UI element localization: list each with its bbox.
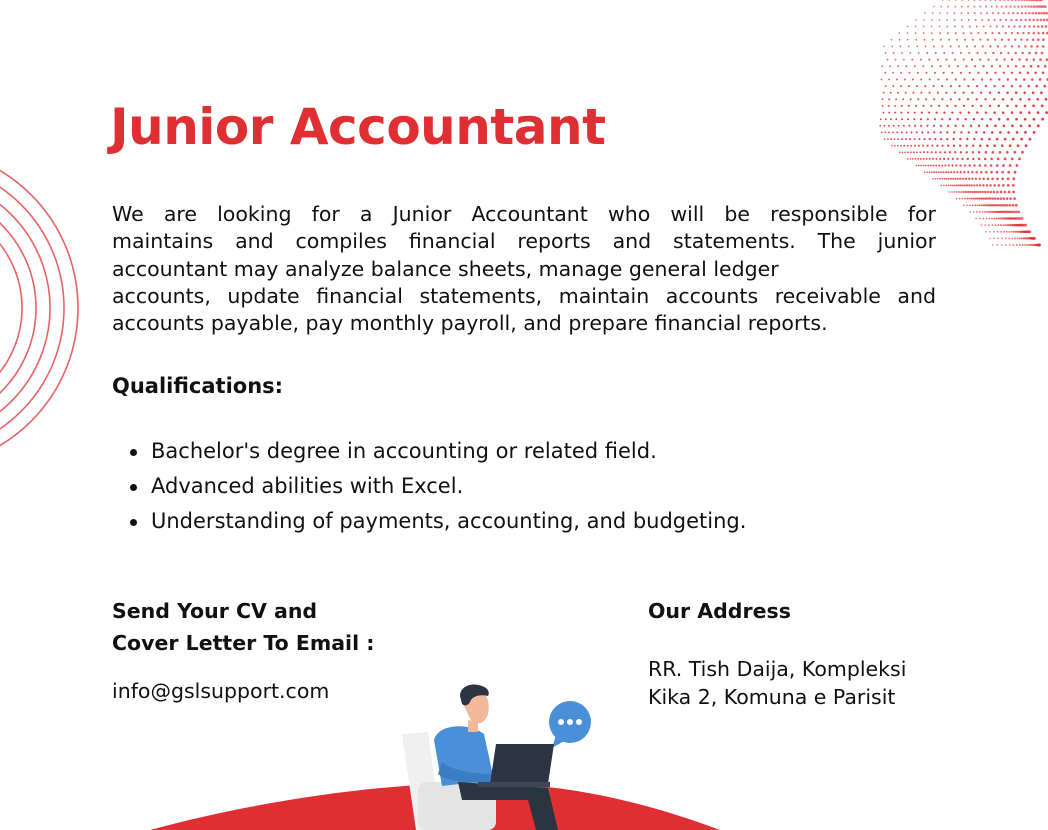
email-link[interactable]: info@gslsupport.com <box>112 679 330 703</box>
person-with-laptop-icon <box>398 682 598 830</box>
description-line: maintains and compiles financial reports and statements. The junior <box>112 229 936 254</box>
concentric-arcs-decoration <box>0 148 78 468</box>
chat-bubble-icon <box>549 701 591 748</box>
list-item: Advanced abilities with Excel. <box>130 469 746 504</box>
description-line: We are looking for a Junior Accountant who will be responsible for <box>112 202 936 226</box>
description-line: accounts, update financial statements, maintain accounts receivable and <box>112 283 936 308</box>
send-cv-heading-line: Send Your CV and <box>112 599 318 623</box>
page-title: Junior Accountant <box>110 98 606 156</box>
address-text <box>648 655 906 711</box>
list-item: Bachelor's degree in accounting or related field. <box>130 434 746 469</box>
list-item: Understanding of payments, accounting, and budgeting. <box>130 504 746 539</box>
address-heading: Our Address <box>648 599 791 623</box>
qualifications-heading: Qualifications: <box>112 374 284 398</box>
job-description <box>112 201 936 337</box>
send-cv-heading-line: Cover Letter To Email : <box>112 631 375 655</box>
qualifications-list <box>130 434 746 539</box>
description-line: accountant may analyze balance sheets, manage general ledger <box>112 256 779 281</box>
send-cv-heading <box>112 595 374 659</box>
description-line: accounts payable, pay monthly payroll, and prepare financial reports. <box>112 311 828 336</box>
address-line: RR. Tish Daija, Kompleksi <box>648 657 907 681</box>
address-line: Kika 2, Komuna e Parisit <box>648 685 896 709</box>
